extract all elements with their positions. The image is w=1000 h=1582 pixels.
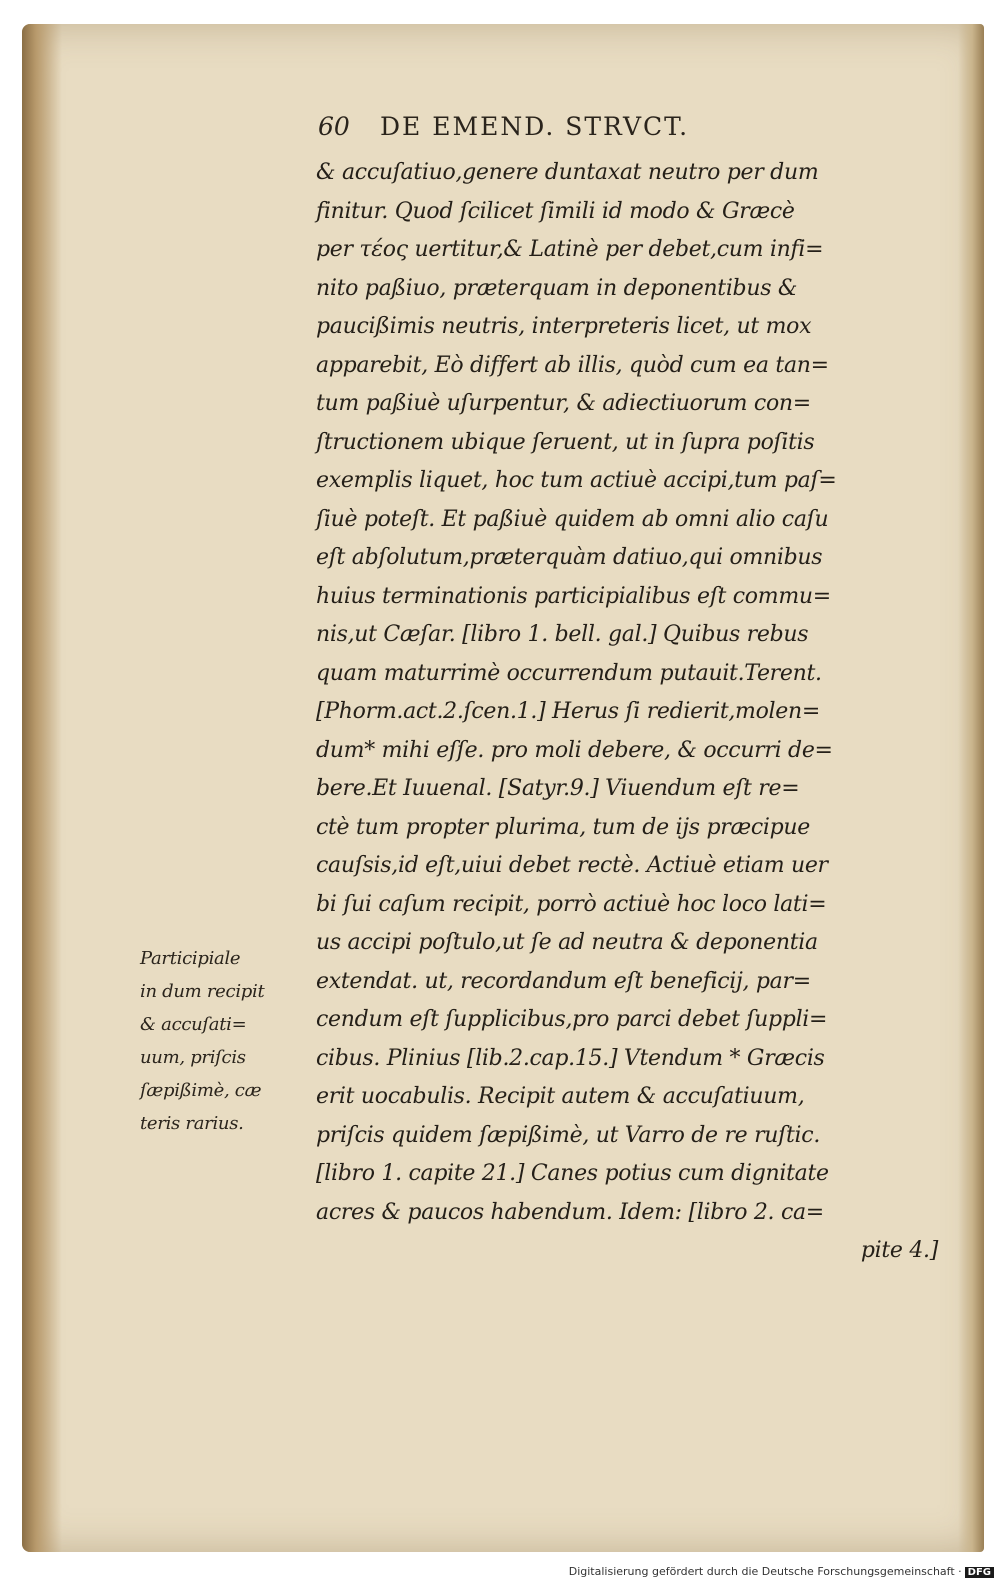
text-line: per τέος uertitur,& Latinè per debet,cum infi= (316, 237, 824, 262)
dfg-logo: DFG (965, 1567, 994, 1578)
text-line: finitur. Quod ſcilicet ſimili id modo & Græcè (316, 198, 795, 224)
margin-note-line: Participiale (140, 948, 241, 969)
digitization-footer (569, 1565, 994, 1578)
page-edge-left (22, 24, 62, 1552)
text-line: ſtructionem ubique ſeruent, ut in ſupra poſitis (316, 429, 815, 455)
text-line-last: pite 4.] (860, 1238, 938, 1263)
running-header (318, 112, 689, 141)
text-line: apparebit, Eò differt ab illis, quòd cum ea tan= (316, 352, 829, 378)
text-line: us accipi poſtulo,ut ſe ad neutra & deponentia (316, 930, 818, 955)
text-line: & accuſatiuo,genere duntaxat neutro per dum (316, 160, 819, 185)
text-line: bere.Et Iuuenal. [Satyr.9.] Viuendum eſt re= (316, 776, 800, 801)
text-line: exemplis liquet, hoc tum actiuè accipi,tum paſ= (316, 468, 837, 493)
text-line: paucißimis neutris, interpreteris licet, ut mox (316, 314, 812, 339)
page-number: 60 (318, 112, 350, 141)
text-line: quam maturrimè occurrendum putauit.Terent. (316, 660, 822, 686)
text-line: cendum eſt ſupplicibus,pro parci debet ſuppli= (316, 1007, 828, 1032)
margin-note-line: & accuſati= (140, 1014, 247, 1035)
text-line: cauſsis,id eſt,uiui debet rectè. Actiuè etiam uer (316, 853, 828, 878)
text-line: ſiuè poteſt. Et paßiuè quidem ab omni alio caſu (316, 506, 829, 532)
text-line: cibus. Plinius [lib.2.cap.15.] Vtendum * Græcis (316, 1045, 825, 1071)
margin-note-line: in dum recipit (140, 981, 265, 1002)
running-title: DE EMEND. STRVCT. (380, 112, 690, 141)
margin-note-line: uum, priſcis (140, 1047, 246, 1068)
text-line: huius terminationis participialibus eſt commu= (316, 583, 831, 609)
margin-note (140, 942, 308, 1140)
margin-note-line: ſæpißimè, cæ (140, 1080, 262, 1101)
text-line: dum* mihi eſſe. pro moli debere, & occurri de= (316, 737, 833, 763)
text-line: [libro 1. capite 21.] Canes potius cum dignitate (316, 1161, 829, 1186)
text-line: nito paßiuo, præterquam in deponentibus & (316, 275, 798, 301)
text-line: extendat. ut, recordandum eſt beneficij, par= (316, 968, 811, 994)
text-line: nis,ut Cæſar. [libro 1. bell. gal.] Quibus rebus (316, 622, 809, 647)
funding-credit: Digitalisierung gefördert durch die Deutsche Forschungsgemeinschaft · (568, 1565, 962, 1578)
text-line: tum paßiuè uſurpentur, & adiectiuorum con= (316, 391, 811, 416)
text-line: bi ſui caſum recipit, porrò actiuè hoc loco lati= (316, 891, 827, 917)
body-text (316, 154, 946, 1271)
text-line: acres & paucos habendum. Idem: [libro 2. ca= (316, 1199, 824, 1225)
text-line: eſt abſolutum,præterquàm datiuo,qui omnibus (316, 545, 823, 570)
text-line: ctè tum propter plurima, tum de ijs præcipue (316, 814, 810, 840)
text-line: priſcis quidem ſæpißimè, ut Varro de re ruſtic. (316, 1122, 821, 1148)
page-edge-right (958, 24, 984, 1552)
text-line: [Phorm.act.2.ſcen.1.] Herus ſi redierit,molen= (316, 699, 821, 724)
margin-note-line: teris rarius. (140, 1113, 244, 1134)
text-line: erit uocabulis. Recipit autem & accuſatiuum, (316, 1084, 805, 1109)
